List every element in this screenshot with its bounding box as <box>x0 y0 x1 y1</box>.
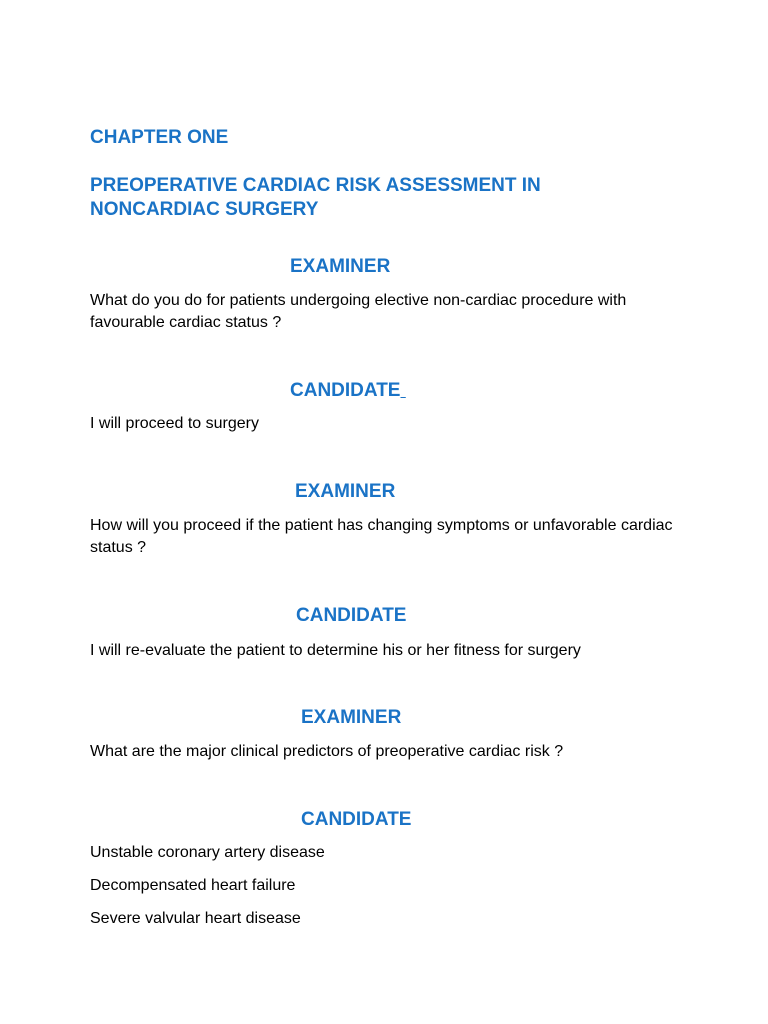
candidate-answer: I will re-evaluate the patient to determine his or her fitness for surgery <box>90 642 581 659</box>
examiner-label: EXAMINER <box>295 481 396 502</box>
chapter-title: PREOPERATIVE CARDIAC RISK ASSESSMENT IN NONCARDIAC SURGERY <box>90 175 541 220</box>
candidate-answer-item: Decompensated heart failure <box>90 877 296 894</box>
examiner-question: What do you do for patients undergoing elective non-cardiac procedure with favourable cardiac status ? <box>90 292 627 331</box>
candidate-answer-item: Unstable coronary artery disease <box>90 844 325 861</box>
underline-mark <box>400 380 405 401</box>
candidate-label: CANDIDATE <box>301 809 412 830</box>
examiner-label: EXAMINER <box>301 707 402 728</box>
chapter-label: CHAPTER ONE <box>90 127 229 148</box>
candidate-answer: I will proceed to surgery <box>90 415 259 432</box>
candidate-label <box>290 379 406 403</box>
candidate-answer-item: Severe valvular heart disease <box>90 910 301 927</box>
candidate-label-text: CANDIDATE <box>290 380 401 401</box>
candidate-label: CANDIDATE <box>296 605 407 626</box>
examiner-question: What are the major clinical predictors of preoperative cardiac risk ? <box>90 743 564 760</box>
examiner-question: How will you proceed if the patient has changing symptoms or unfavorable cardiac status ? <box>90 517 673 556</box>
examiner-label: EXAMINER <box>290 256 391 277</box>
